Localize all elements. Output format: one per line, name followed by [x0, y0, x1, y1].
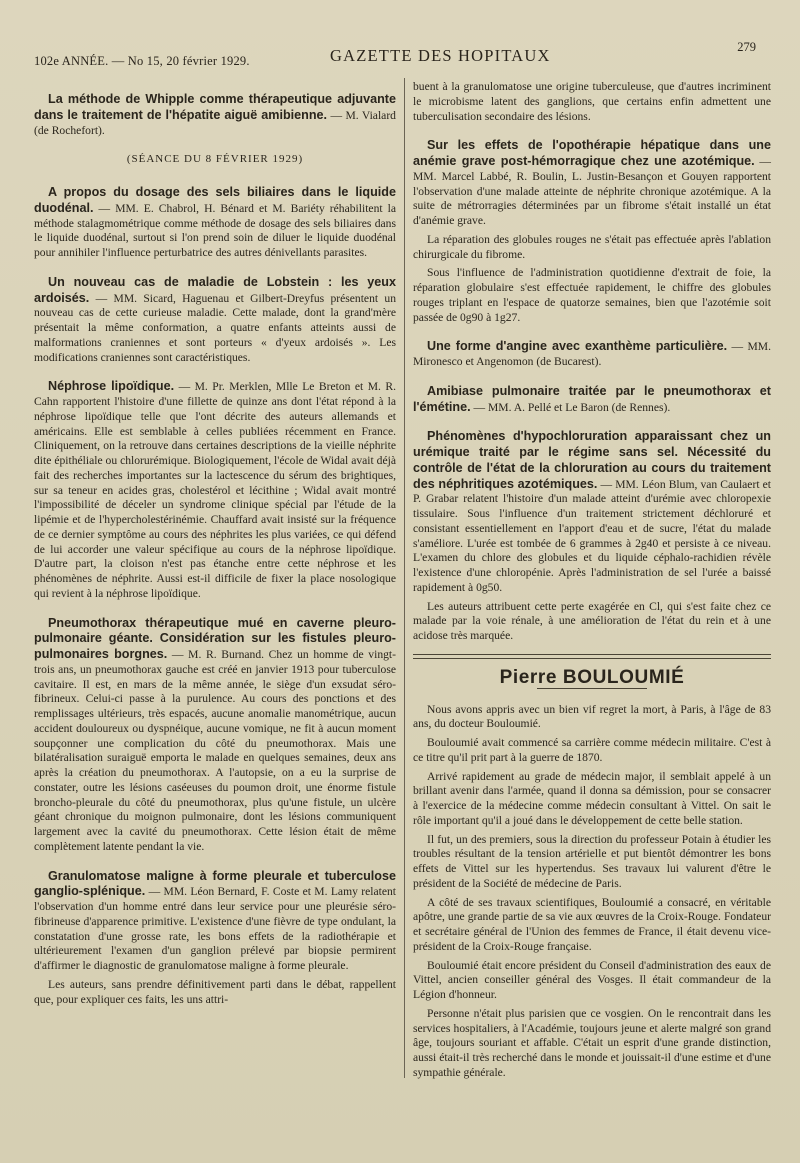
page-header: [30, 40, 760, 70]
article-paragraph: Les auteurs attribuent cette perte exagérée en Cl, qui s'est faite chez ce malade par la voie rénale, à une amélioration de l'état du rein et à une acidose très marquée.: [413, 599, 771, 642]
obituary-paragraph: Bouloumié était encore président du Conseil d'administration des eaux de Vittel, ancien conseiller général des Vosges. Il était commandeur de la Légion d'honneur.: [413, 958, 771, 1001]
issue-info: 102e ANNÉE. — No 15, 20 février 1929.: [34, 54, 250, 68]
obituary-paragraph: A côté de ses travaux scientifiques, Bouloumié a consacré, en véritable apôtre, une grande partie de sa vie aux œuvres de la Croix-Rouge. Fondateur et secrétaire général de l'Union des femmes de France, il était devenu vice-président de la Croix-Rouge française.: [413, 895, 771, 953]
article-angine: [413, 339, 771, 370]
article-body: — MM. A. Pellé et Le Baron (de Rennes).: [473, 400, 671, 414]
article-title: La méthode de Whipple comme thérapeutique adjuvante dans le traitement de l'hépatite aiguë amibienne.: [34, 92, 396, 122]
article-body: — MM. Marcel Labbé, R. Boulin, L. Justin-Besançon et Gouyen rapportent l'observation d'une malade atteinte de néphrite chronique azotémique. A la suite de métrorragies déterminées par un fibrome s'était installé un état d'anémie grave.: [413, 155, 771, 227]
session-date: (SÉANCE DU 8 FÉVRIER 1929): [126, 153, 304, 166]
obituary-paragraph: Bouloumié avait commencé sa carrière comme médecin militaire. C'est à ce titre qu'il prit part à la guerre de 1870.: [413, 736, 771, 764]
article-body-continued: Les auteurs, sans prendre définitivement parti dans le débat, rappellent que, pour expliquer ces faits, les uns attri-: [34, 977, 396, 1006]
left-column: [34, 92, 396, 1011]
obituary-paragraph: Arrivé rapidement au grade de médecin major, il semblait appelé à un brillant avenir dans l'armée, quand il donna sa démission, pour se consacrer à l'exercice de la médecine comme médecin consultant à Vittel. On sait le rôle important qu'il a joué dans le développement de cette belle station.: [413, 769, 771, 827]
article-title: Une forme d'angine avec exanthème particulière.: [427, 339, 728, 354]
article-title: Pneumothorax thérapeutique mué en caverne pleuro-pulmonaire géante. Considération sur les fistules pleuro-pulmonaires borgnes.: [34, 615, 396, 661]
page-number: 279: [737, 40, 756, 54]
article-sels-biliaires: [34, 185, 396, 261]
article-title: Phénomènes d'hypochloruration apparaissant chez un urémique traité par le régime sans sel. Nécessité du contrôle de l'état de la chloruration au cours du traitement des néphritiques azotémiques.: [413, 429, 771, 491]
column-divider: [404, 78, 405, 1078]
right-column: [413, 80, 771, 1085]
article-amibiase: [413, 384, 771, 416]
article-title: Amibiase pulmonaire traitée par le pneumothorax et l'émétine.: [413, 383, 771, 414]
article-hypochloruration: [413, 429, 771, 595]
article-title: Sur les effets de l'opothérapie hépatique dans une anémie grave post-hémorragique chez une azotémique.: [413, 138, 771, 168]
article-granulomatose: [34, 869, 396, 974]
article-paragraph: Sous l'influence de l'administration quotidienne d'extrait de foie, la réparation globulaire s'est effectuée rapidement, le chiffre des globules rouges triplant en l'espace de quatorze semaines, bien que l'azotémie soit passée de 0g90 à 1g27.: [413, 266, 771, 324]
article-body: — MM. E. Chabrol, H. Bénard et M. Bariéty réhabilitent la méthode stalagmométrique comme méthode de dosage des sels biliaires dans le liquide duodénal, surtout si l'on prend soin de diluer le liquide duodénal pour annihiler l'influence perturbatrice des autres dénivellants parasites.: [34, 201, 397, 259]
section-divider: [413, 654, 771, 659]
article-authors: — M. Vialard (de Rochefort).: [34, 108, 396, 137]
article-opotherapie: [413, 138, 771, 229]
obituary-paragraph: Il fut, un des premiers, sous la direction du professeur Potain à étudier les troubles résultant de la tension artérielle et put bientôt démontrer les bons effets de Vittel sur les hypertendus. Ses travaux lui valurent d'être le président de la Société de médecine de Paris.: [413, 832, 771, 890]
journal-title: GAZETTE DES HOPITAUX: [330, 46, 551, 65]
article-pneumothorax: [34, 616, 396, 855]
article-body: — MM. Mironesco et Angenomon (de Bucarest).: [413, 340, 771, 368]
article-lobstein: [34, 275, 396, 366]
article-whipple: [34, 92, 396, 138]
article-title: Néphrose lipoïdique.: [48, 379, 175, 394]
article-title: Granulomatose maligne à forme pleurale et tuberculose ganglio-splénique.: [34, 868, 396, 899]
article-body: — MM. Léon Bernard, F. Coste et M. Lamy relatent l'observation d'un homme entré dans leur service pour une pleurésie séro-fibrineuse d'apparence primitive. L'existence d'une fièvre de type ondulant, la constatation d'une grosse rate, les bons effets de la radiothérapie et ultérieurement l'examen d'un ganglion prélevé par biopsie permirent d'affirmer le diagnostic de granulomatose maligne à forme pleurale.: [34, 885, 396, 972]
article-body: — M. R. Burnand. Chez un homme de vingt-trois ans, un pneumothorax gauche est créé en janvier 1913 pour tuberculose cavitaire. Il est, en mars de la même année, le siège d'un exsudat séro-fibrineux. Celui-ci passe à la purulence. Au cours des ponctions et des remplissages ultérieurs, très espacés, aucune anomalie manométrique, aucun accident douloureux ou dyspnéique, aucune vomique, ne fit à aucun moment soupçonner une complication du côté du pneumothorax. Mais une bilatéralisation suraiguë emporta le malade en quelques semaines, deux ans après la création du pneumothorax. A l'autopsie, on a eu la surprise de constater, outre les lésions caséeuses du poumon droit, une énorme fistule broncho-pleurale du côté du pneumothorax, plus qu'une fistule, un ulcère géant chronique du moignon pulmonaire, dont les lésions communiquent largement avec la cavité du pneumothorax. Cette lésion était de même complètement latente pendant la vie.: [34, 648, 396, 853]
article-body: — MM. Sicard, Haguenau et Gilbert-Dreyfus présentent un nouveau cas de cette curieuse maladie. Cette malade, dont la grand'mère présentait la même conformation, a quatre enfants atteints aussi de malformations craniennes et sont porteurs « d'yeux ardoisés ». Les modifications craniennes sont caractéristiques.: [34, 291, 396, 364]
article-paragraph: La réparation des globules rouges ne s'était pas effectuée après l'ablation chirurgicale du fibrome.: [413, 232, 771, 261]
article-nephrose: [34, 379, 396, 601]
article-continuation: buent à la granulomatose une origine tuberculeuse, que d'autres incriminent le microbisme latent des ganglions, que certains enfin admettent une tuberculisation secondaire des lésions.: [413, 80, 771, 123]
article-title: Un nouveau cas de maladie de Lobstein : les yeux ardoisés.: [34, 274, 396, 305]
article-body: — M. Pr. Merklen, Mlle Le Breton et M. R. Cahn rapportent l'histoire d'une fillette de quinze ans dont l'état répond à la néphrose lipoïdique telle que l'ont décrite des auteurs allemands et américains. Elle est semblable à celles publiées récemment en France. Cliniquement, on la retrouve dans certaines descriptions de la vieille néphrite dite épithéliale ou chlorurémique. Biologiquement, l'école de Widal avait déjà fait des recherches importantes sur la lactescence du sérum des brightiques, sur sa teneur en acides gras, cholestérol et lécithine ; Widal avait montré l'impossibilité de déceler un syndrome clinique spécial par l'étude de la lipémie et de l'hypercholestérinémie. Chauffard avait insisté sur la fréquence de ce dernier symptôme au cours des néphrites les plus variées, ce qui défend de lui accorder une valeur spécifique au cours de la néphrose lipoïdique. D'autre part, la cloison n'est pas étanche entre cette néphrose et les phénomènes de néphrite. Aussi est-il difficile de fixer la place nosologique qui revient à la néphrose lipoïdique.: [34, 380, 396, 600]
obituary-paragraph: Personne n'était plus parisien que ce vosgien. On le rencontrait dans les services hospitaliers, à l'Académie, toujours jeune et alerte malgré son grand âge, toujours souriant et affable. C'était un esprit d'une grande distinction, aussi était-il très recherché dans le monde et jouissait-il d'une estime et d'une sympathie générale.: [413, 1006, 771, 1079]
article-title: A propos du dosage des sels biliaires dans le liquide duodénal.: [34, 185, 396, 215]
obituary-title: Pierre BOULOUMIÉ: [499, 666, 685, 688]
obituary-paragraph: Nous avons appris avec un bien vif regret la mort, à Paris, à l'âge de 83 ans, du docteur Bouloumié.: [413, 702, 771, 731]
article-body: — MM. Léon Blum, van Caulaert et P. Grabar relatent l'histoire d'un malade atteint d'urémie avec chloropexie tissulaire. Sous l'influence d'un traitement strictement déchloruré et consistant essentiellement en l'apport d'eau et de sucre, l'état du malade s'améliore. L'urée est tombée de 6 grammes à 2g40 et persiste à ce niveau. L'examen du chlore des globules et du liquide céphalo-rachidien révèle l'existence d'une chloropénie. Après l'administration de sel l'urée a baissé rapidement à 0g50.: [413, 477, 771, 594]
